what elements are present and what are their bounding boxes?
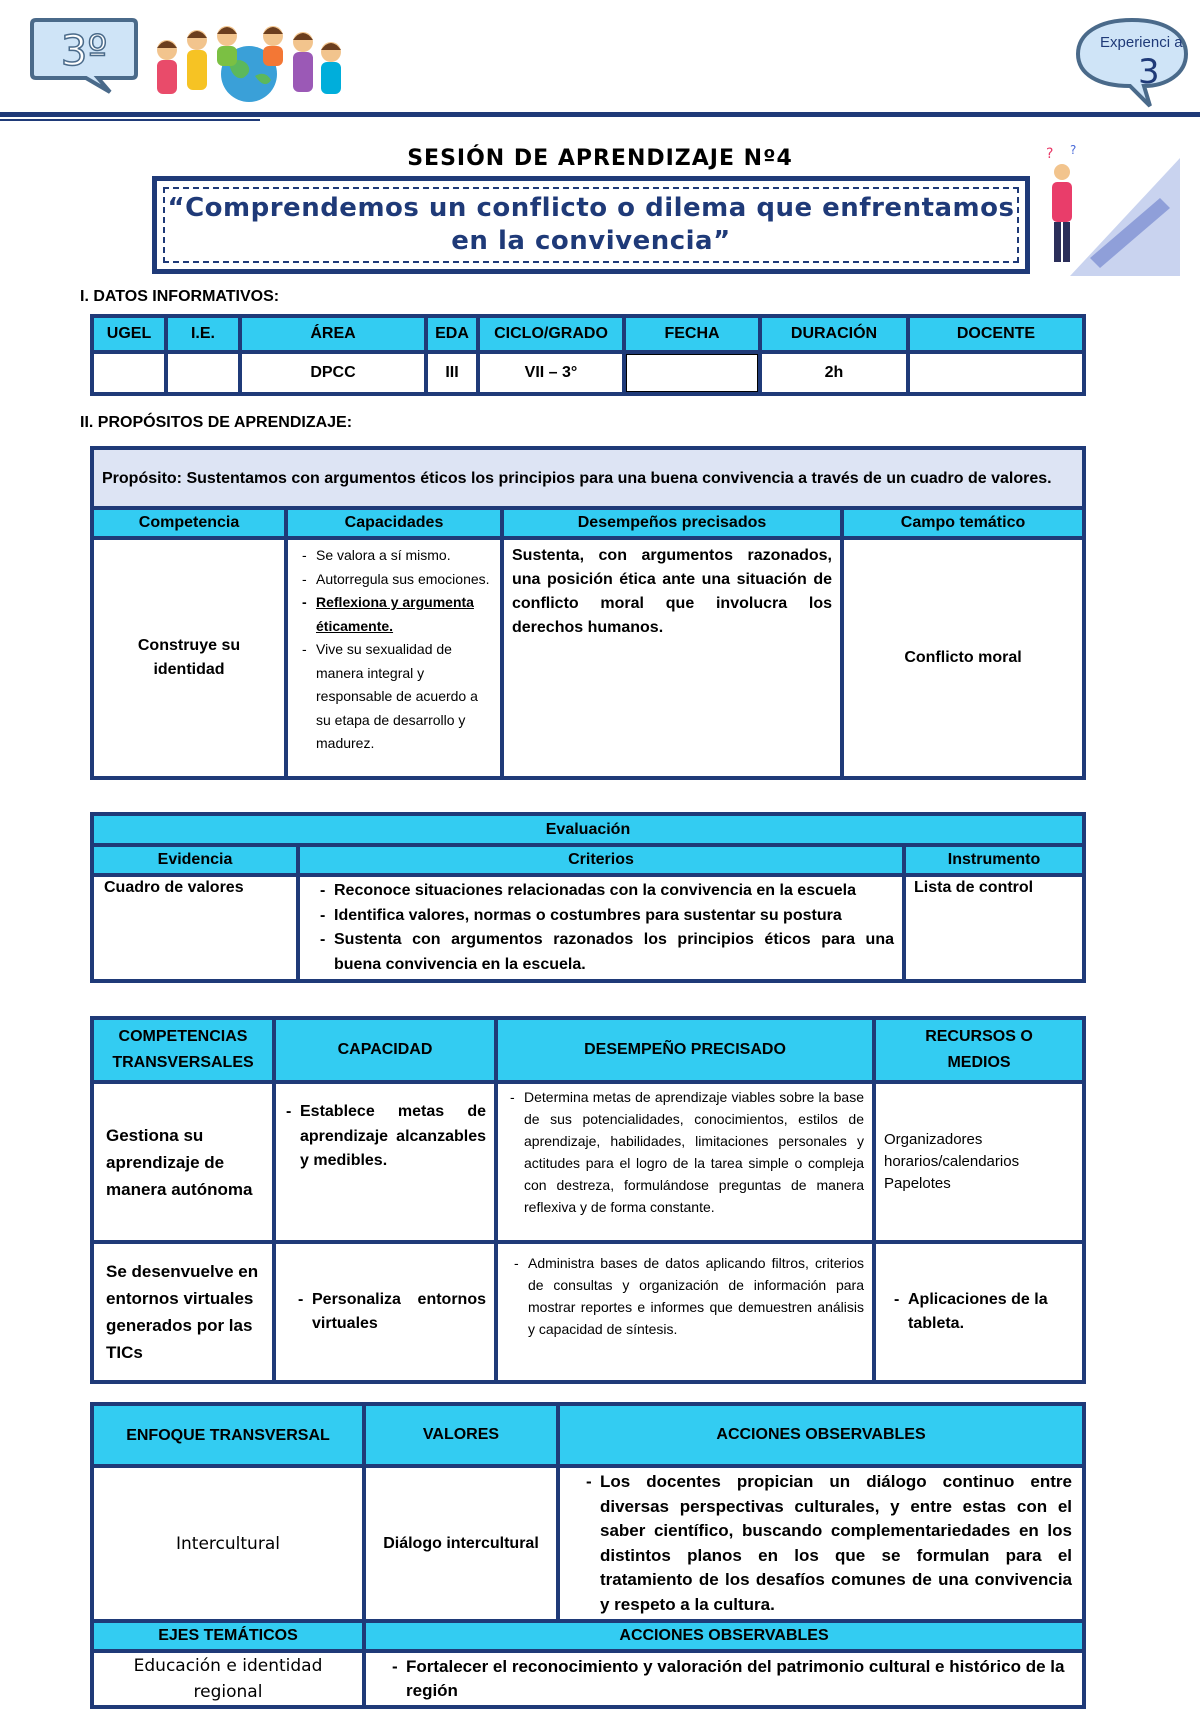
col-desempeno-precisado: DESEMPEÑO PRECISADO <box>498 1020 872 1080</box>
criterios-list <box>300 877 902 979</box>
criterio-item: - Identifica valores, normas o costumbres para sustentar su postura <box>334 904 894 929</box>
grade-label: 3º <box>60 26 108 75</box>
valores-value: Diálogo intercultural <box>366 1468 556 1619</box>
col-capacidad: CAPACIDAD <box>276 1020 494 1080</box>
col-eda: EDA <box>428 318 476 350</box>
experience-number: 3 <box>1138 52 1160 92</box>
capacidades-list <box>288 540 500 776</box>
experience-label: Experienci a <box>1100 34 1183 51</box>
transversal-capacidad <box>276 1084 494 1240</box>
col-recursos-medios: RECURSOS O MEDIOS <box>876 1020 1082 1080</box>
col-ie: I.E. <box>168 318 238 350</box>
thinking-person-illustration <box>1040 138 1182 278</box>
svg-text:?: ? <box>1046 146 1054 162</box>
header-rule-secondary <box>0 119 260 121</box>
capacidad-item: - Se valora a sí mismo. <box>316 544 492 568</box>
desempeno-value: Sustenta, con argumentos razonados, una posición ética ante una situación de conflicto moral que involucra los derechos humanos. <box>504 540 840 776</box>
transversal-capacidad <box>276 1244 494 1380</box>
competencias-transversales-table <box>90 1016 1086 1384</box>
session-title: SESIÓN DE APRENDIZAJE Nº4 <box>407 146 793 171</box>
capacidad-item: - Reflexiona y argumenta éticamente. <box>316 591 492 638</box>
experience-speech-bubble <box>1074 14 1190 110</box>
value-ugel <box>94 354 164 392</box>
evidencia-value: Cuadro de valores <box>94 877 296 979</box>
svg-text:?: ? <box>1070 143 1077 157</box>
children-illustration <box>145 16 353 106</box>
transversal-recursos-item: - Aplicaciones de la tableta. <box>908 1288 1074 1337</box>
col-duracion: DURACIÓN <box>762 318 906 350</box>
accion-item: - Los docentes propician un diálogo continuo entre diversas perspectivas culturales, y entre estas con el saber científico, buscando complementariedades en los distintos planos en los que se formulan para el tratamiento de los desafíos comunes de una convivencia y respeto a la cultura. <box>600 1470 1072 1617</box>
value-ciclo-grado: VII – 3° <box>480 354 622 392</box>
criterio-item: - Reconoce situaciones relacionadas con la convivencia en la escuela <box>334 879 894 904</box>
col-docente: DOCENTE <box>910 318 1082 350</box>
evaluacion-title: Evaluación <box>94 816 1082 843</box>
value-eda: III <box>428 354 476 392</box>
col-evidencia: Evidencia <box>94 847 296 873</box>
transversal-capacidad-item: - Establece metas de aprendizaje alcanzables y medibles. <box>300 1100 486 1174</box>
section-2-heading: II. PROPÓSITOS DE APRENDIZAJE: <box>80 414 353 431</box>
value-ie <box>168 354 238 392</box>
col-acciones-observables: ACCIONES OBSERVABLES <box>560 1406 1082 1464</box>
transversal-capacidad-item: - Personaliza entornos virtuales <box>312 1288 486 1337</box>
col-fecha: FECHA <box>626 318 758 350</box>
datos-informativos-table <box>90 314 1086 396</box>
col-valores: VALORES <box>366 1406 556 1464</box>
enfoque-value: Intercultural <box>94 1468 362 1619</box>
col-instrumento: Instrumento <box>906 847 1082 873</box>
enfoque-transversal-table <box>90 1402 1086 1709</box>
session-subtitle-frame <box>152 176 1030 274</box>
campo-tematico-value: Conflicto moral <box>844 540 1082 776</box>
session-subtitle: “Comprendemos un conflicto o dilema que enfrentamos en la convivencia” <box>163 187 1019 263</box>
purpose-text: Propósito: Sustentamos con argumentos éticos los principios para una buena convivencia a través de un cuadro de valores. <box>94 450 1082 506</box>
evaluacion-table <box>90 812 1086 983</box>
transversal-competencia: Gestiona su aprendizaje de manera autónoma <box>94 1084 272 1240</box>
eje-value: Educación e identidad regional <box>94 1653 362 1705</box>
value-docente <box>910 354 1082 392</box>
header-rule <box>0 112 1200 117</box>
value-area: DPCC <box>242 354 424 392</box>
acciones-value <box>560 1468 1082 1619</box>
accion-eje-item: - Fortalecer el reconocimiento y valoración del patrimonio cultural e histórico de la región <box>406 1655 1072 1703</box>
transversal-desempeno-item: - Administra bases de datos aplicando filtros, criterios de consultas y organización de información para mostrar reportes e informes que demuestren análisis y capacidad de síntesis. <box>528 1252 864 1340</box>
col-ciclo-grado: CICLO/GRADO <box>480 318 622 350</box>
capacidad-item: - Vive su sexualidad de manera integral y responsable de acuerdo a su etapa de desarrollo y madurez. <box>316 638 492 756</box>
competencia-value: Construye su identidad <box>94 540 284 776</box>
col-enfoque-transversal: ENFOQUE TRANSVERSAL <box>94 1406 362 1464</box>
col-ugel: UGEL <box>94 318 164 350</box>
transversal-recursos: Organizadores horarios/calendarios Papelotes <box>876 1084 1082 1240</box>
grade-speech-bubble <box>28 14 140 94</box>
col-acciones-observables-2: ACCIONES OBSERVABLES <box>366 1623 1082 1649</box>
propositos-table <box>90 446 1086 780</box>
transversal-desempeno-item: - Determina metas de aprendizaje viables sobre la base de sus potencialidades, conocimientos, estilos de aprendizaje, habilidades, limitaciones personales y actitudes para el logro de la tarea simple o compleja con destreza, formulándose preguntas de manera reflexiva y de forma constante. <box>524 1086 864 1218</box>
capacidad-item: - Autorregula sus emociones. <box>316 568 492 592</box>
transversal-competencia: Se desenvuelve en entornos virtuales generados por las TICs <box>94 1244 272 1380</box>
col-desempenos: Desempeños precisados <box>504 510 840 536</box>
col-competencia: Competencia <box>94 510 284 536</box>
transversal-recursos <box>876 1244 1082 1380</box>
col-ejes-tematicos: EJES TEMÁTICOS <box>94 1623 362 1649</box>
col-capacidades: Capacidades <box>288 510 500 536</box>
section-1-heading: I. DATOS INFORMATIVOS: <box>80 288 280 305</box>
col-area: ÁREA <box>242 318 424 350</box>
transversal-desempeno <box>498 1084 872 1240</box>
criterio-item: - Sustenta con argumentos razonados los principios éticos para una buena convivencia en la escuela. <box>334 928 894 977</box>
col-competencias-transversales: COMPETENCIAS TRANSVERSALES <box>94 1020 272 1080</box>
value-duracion: 2h <box>762 354 906 392</box>
col-criterios: Criterios <box>300 847 902 873</box>
instrumento-value: Lista de control <box>906 877 1082 979</box>
value-fecha[interactable] <box>626 354 758 392</box>
transversal-desempeno <box>498 1244 872 1380</box>
accion-eje-value <box>366 1653 1082 1705</box>
col-campo-tematico: Campo temático <box>844 510 1082 536</box>
